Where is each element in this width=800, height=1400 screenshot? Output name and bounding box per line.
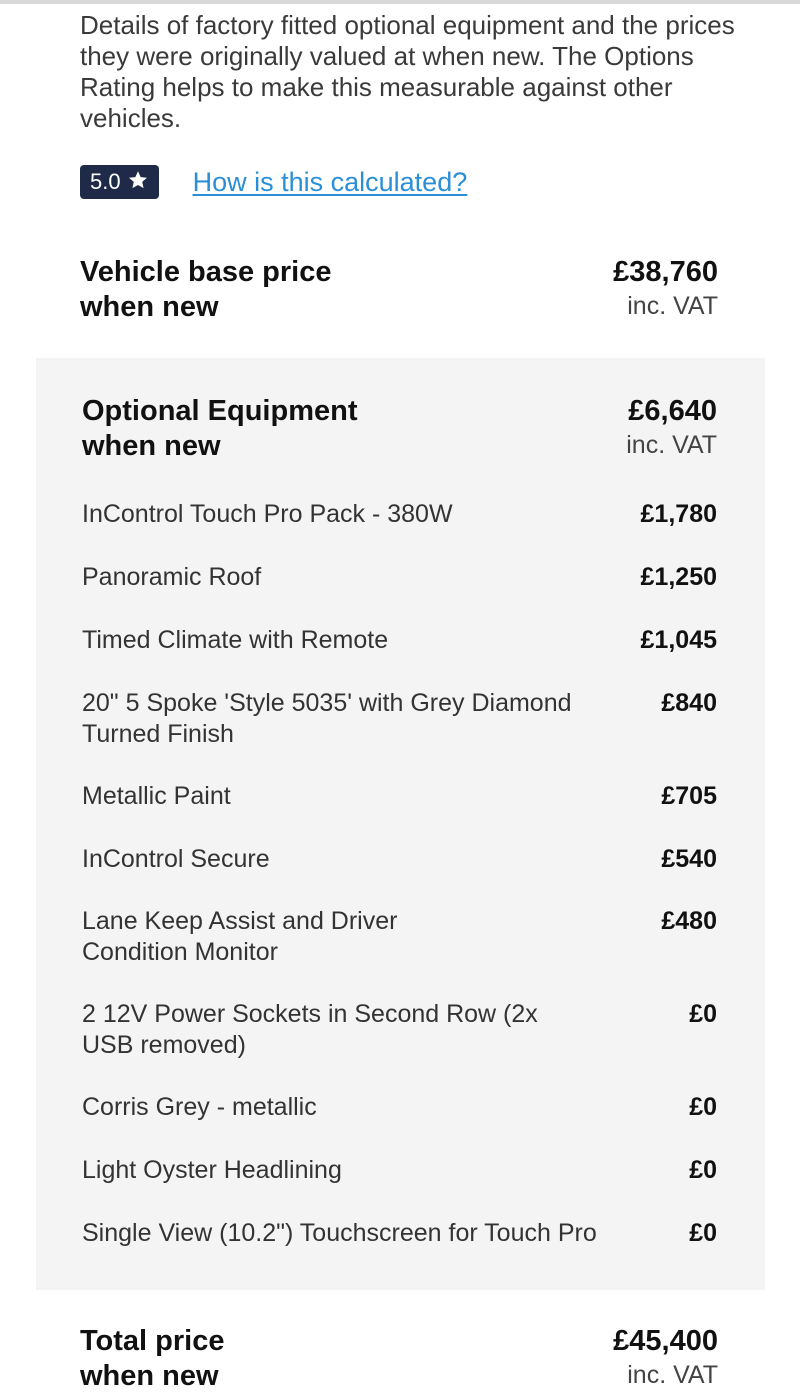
rating-value: 5.0 xyxy=(90,169,121,194)
option-price: £0 xyxy=(689,1000,717,1028)
option-price: £840 xyxy=(661,689,717,717)
list-item xyxy=(82,844,717,875)
option-price: £540 xyxy=(661,845,717,873)
option-price: £1,250 xyxy=(640,563,717,591)
rating-badge xyxy=(80,165,159,199)
base-price-value-col xyxy=(613,255,718,325)
options-rating-row xyxy=(80,165,467,199)
total-price-vat: inc. VAT xyxy=(627,1361,718,1389)
option-name: 20" 5 Spoke 'Style 5035' with Grey Diamond Turned Finish xyxy=(82,689,572,748)
option-name: Single View (10.2") Touchscreen for Touch Pro xyxy=(82,1219,597,1247)
intro-text: Details of factory fitted optional equipment and the prices they were originally valued at when new. The Options Rating helps to make this measurable against other vehicles. xyxy=(80,10,735,133)
how-calculated-link[interactable]: How is this calculated? xyxy=(192,166,468,197)
list-item xyxy=(82,781,717,812)
base-price-block xyxy=(80,255,718,325)
top-divider xyxy=(0,0,800,4)
total-price-label xyxy=(80,1324,400,1394)
option-price: £0 xyxy=(689,1219,717,1247)
optional-equipment-panel xyxy=(36,358,765,1290)
option-price: £1,045 xyxy=(640,626,717,654)
option-price: £1,780 xyxy=(640,500,717,528)
list-item xyxy=(82,906,717,968)
list-item xyxy=(82,625,717,656)
option-price: £0 xyxy=(689,1093,717,1121)
option-name: Panoramic Roof xyxy=(82,563,262,591)
base-price-label-line2: when new xyxy=(80,291,219,323)
option-name: InControl Touch Pro Pack - 380W xyxy=(82,500,453,528)
list-item xyxy=(82,688,717,750)
option-name: 2 12V Power Sockets in Second Row (2x USB removed) xyxy=(82,1000,538,1059)
total-price-value-col xyxy=(613,1324,718,1394)
base-price-vat: inc. VAT xyxy=(627,292,718,320)
optional-equipment-value-col xyxy=(626,394,717,464)
option-price: £480 xyxy=(661,907,717,935)
total-price-value: £45,400 xyxy=(613,1325,718,1357)
option-name: Metallic Paint xyxy=(82,782,231,810)
base-price-label-line1: Vehicle base price xyxy=(80,256,332,288)
list-item xyxy=(82,1218,717,1249)
optional-equipment-value: £6,640 xyxy=(628,395,717,427)
optional-equipment-label-line1: Optional Equipment xyxy=(82,395,358,427)
option-price: £705 xyxy=(661,782,717,810)
optional-equipment-label-line2: when new xyxy=(82,430,221,462)
option-name: Light Oyster Headlining xyxy=(82,1156,342,1184)
list-item xyxy=(82,999,717,1061)
optional-equipment-label xyxy=(82,394,402,464)
option-name: Corris Grey - metallic xyxy=(82,1093,317,1121)
list-item xyxy=(82,1155,717,1186)
list-item xyxy=(82,1092,717,1123)
optional-equipment-vat: inc. VAT xyxy=(626,431,717,459)
list-item xyxy=(82,499,717,530)
total-price-label-line2: when new xyxy=(80,1360,219,1392)
total-price-block xyxy=(80,1324,718,1394)
option-name: Lane Keep Assist and Driver Condition Monitor xyxy=(82,907,398,966)
base-price-label xyxy=(80,255,400,325)
option-name: InControl Secure xyxy=(82,845,270,873)
total-price-label-line1: Total price xyxy=(80,1325,225,1357)
option-name: Timed Climate with Remote xyxy=(82,626,389,654)
optional-equipment-header xyxy=(82,394,717,464)
option-price: £0 xyxy=(689,1156,717,1184)
base-price-value: £38,760 xyxy=(613,256,718,288)
star-icon xyxy=(127,169,149,195)
list-item xyxy=(82,562,717,593)
